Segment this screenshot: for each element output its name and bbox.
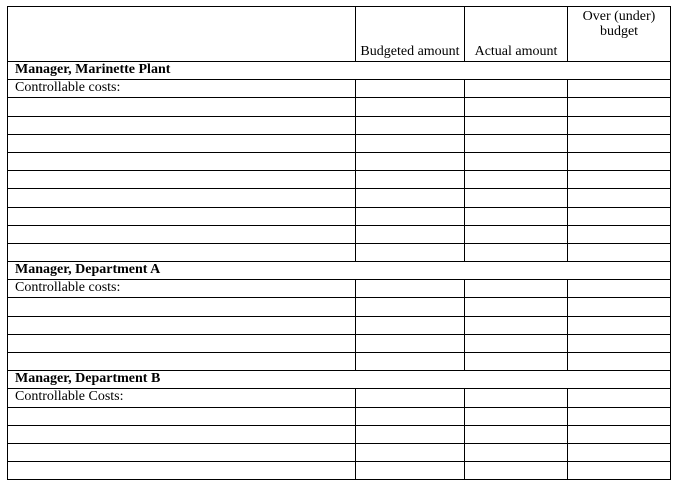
subtitle-row	[8, 280, 671, 298]
over-under-cell[interactable]	[568, 280, 671, 298]
header-over-under: Over (under) budget	[568, 7, 671, 62]
actual-cell[interactable]	[465, 334, 568, 352]
label-cell[interactable]	[8, 152, 356, 170]
over-under-cell[interactable]	[568, 298, 671, 316]
header-label-cell	[8, 7, 356, 62]
actual-cell[interactable]	[465, 443, 568, 461]
section-title-marinette-plant: Manager, Marinette Plant	[8, 62, 671, 80]
actual-cell[interactable]	[465, 116, 568, 134]
over-under-cell[interactable]	[568, 189, 671, 207]
budgeted-cell[interactable]	[356, 134, 465, 152]
subtitle-row	[8, 80, 671, 98]
actual-cell[interactable]	[465, 462, 568, 480]
header-budgeted: Budgeted amount	[356, 7, 465, 62]
actual-cell[interactable]	[465, 389, 568, 407]
table-row	[8, 298, 671, 316]
over-under-cell[interactable]	[568, 353, 671, 371]
table-row	[8, 353, 671, 371]
budgeted-cell[interactable]	[356, 389, 465, 407]
actual-cell[interactable]	[465, 316, 568, 334]
actual-cell[interactable]	[465, 298, 568, 316]
label-cell[interactable]	[8, 316, 356, 334]
section-title-row	[8, 371, 671, 389]
budgeted-cell[interactable]	[356, 407, 465, 425]
over-under-cell[interactable]	[568, 316, 671, 334]
section-subtitle: Controllable costs:	[8, 280, 356, 298]
budgeted-cell[interactable]	[356, 189, 465, 207]
budgeted-cell[interactable]	[356, 334, 465, 352]
budgeted-cell[interactable]	[356, 152, 465, 170]
budgeted-cell[interactable]	[356, 425, 465, 443]
over-under-cell[interactable]	[568, 243, 671, 261]
over-under-cell[interactable]	[568, 152, 671, 170]
section-title-department-a: Manager, Department A	[8, 262, 671, 280]
budgeted-cell[interactable]	[356, 443, 465, 461]
table-row	[8, 134, 671, 152]
label-cell[interactable]	[8, 225, 356, 243]
table-row	[8, 98, 671, 116]
label-cell[interactable]	[8, 207, 356, 225]
actual-cell[interactable]	[465, 152, 568, 170]
budgeted-cell[interactable]	[356, 171, 465, 189]
over-under-cell[interactable]	[568, 80, 671, 98]
over-under-cell[interactable]	[568, 462, 671, 480]
over-under-cell[interactable]	[568, 98, 671, 116]
budgeted-cell[interactable]	[356, 225, 465, 243]
table-row	[8, 225, 671, 243]
budgeted-cell[interactable]	[356, 207, 465, 225]
label-cell[interactable]	[8, 443, 356, 461]
actual-cell[interactable]	[465, 189, 568, 207]
over-under-cell[interactable]	[568, 425, 671, 443]
over-under-cell[interactable]	[568, 407, 671, 425]
over-under-cell[interactable]	[568, 134, 671, 152]
label-cell[interactable]	[8, 425, 356, 443]
label-cell[interactable]	[8, 353, 356, 371]
table-row	[8, 462, 671, 480]
budgeted-cell[interactable]	[356, 80, 465, 98]
actual-cell[interactable]	[465, 353, 568, 371]
actual-cell[interactable]	[465, 171, 568, 189]
over-under-cell[interactable]	[568, 207, 671, 225]
actual-cell[interactable]	[465, 207, 568, 225]
over-under-cell[interactable]	[568, 116, 671, 134]
section-subtitle: Controllable Costs:	[8, 389, 356, 407]
actual-cell[interactable]	[465, 407, 568, 425]
header-row	[8, 7, 671, 62]
section-title-row	[8, 62, 671, 80]
label-cell[interactable]	[8, 98, 356, 116]
table-row	[8, 207, 671, 225]
label-cell[interactable]	[8, 171, 356, 189]
table-row	[8, 407, 671, 425]
budgeted-cell[interactable]	[356, 98, 465, 116]
actual-cell[interactable]	[465, 80, 568, 98]
label-cell[interactable]	[8, 189, 356, 207]
table-row	[8, 171, 671, 189]
label-cell[interactable]	[8, 134, 356, 152]
label-cell[interactable]	[8, 407, 356, 425]
budgeted-cell[interactable]	[356, 298, 465, 316]
budgeted-cell[interactable]	[356, 462, 465, 480]
table-row	[8, 243, 671, 261]
budgeted-cell[interactable]	[356, 353, 465, 371]
budget-report-table	[7, 6, 671, 480]
budgeted-cell[interactable]	[356, 280, 465, 298]
over-under-cell[interactable]	[568, 225, 671, 243]
label-cell[interactable]	[8, 298, 356, 316]
actual-cell[interactable]	[465, 98, 568, 116]
over-under-cell[interactable]	[568, 334, 671, 352]
actual-cell[interactable]	[465, 225, 568, 243]
label-cell[interactable]	[8, 334, 356, 352]
table-row	[8, 334, 671, 352]
actual-cell[interactable]	[465, 280, 568, 298]
section-subtitle: Controllable costs:	[8, 80, 356, 98]
over-under-cell[interactable]	[568, 171, 671, 189]
table-row	[8, 443, 671, 461]
over-under-cell[interactable]	[568, 443, 671, 461]
actual-cell[interactable]	[465, 425, 568, 443]
table-row	[8, 425, 671, 443]
table-row	[8, 116, 671, 134]
table-row	[8, 316, 671, 334]
table-row	[8, 189, 671, 207]
budgeted-cell[interactable]	[356, 116, 465, 134]
actual-cell[interactable]	[465, 243, 568, 261]
header-actual: Actual amount	[465, 7, 568, 62]
table-row	[8, 152, 671, 170]
label-cell[interactable]	[8, 243, 356, 261]
over-under-cell[interactable]	[568, 389, 671, 407]
label-cell[interactable]	[8, 116, 356, 134]
section-title-department-b: Manager, Department B	[8, 371, 671, 389]
actual-cell[interactable]	[465, 134, 568, 152]
budgeted-cell[interactable]	[356, 316, 465, 334]
label-cell[interactable]	[8, 462, 356, 480]
section-title-row	[8, 262, 671, 280]
budgeted-cell[interactable]	[356, 243, 465, 261]
subtitle-row	[8, 389, 671, 407]
